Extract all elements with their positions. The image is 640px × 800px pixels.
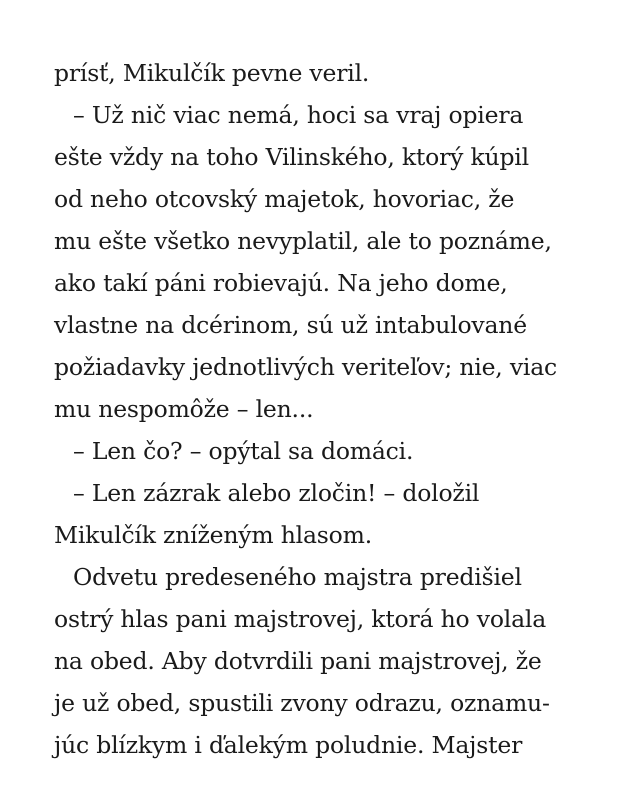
text-line: prísť, Mikulčík pevne veril. [54, 59, 370, 87]
text-line: Odvetu predeseného majstra predišiel [73, 563, 522, 591]
text-line: – Len čo? – opýtal sa domáci. [73, 437, 414, 465]
text-line: od neho otcovský majetok, hovoriac, že [54, 185, 515, 213]
text-line: ako takí páni robievajú. Na jeho dome, [54, 269, 508, 297]
text-line: – Už nič viac nemá, hoci sa vraj opiera [73, 101, 524, 129]
text-line: ešte vždy na toho Vilinského, ktorý kúpil [54, 143, 529, 171]
page-text [54, 52, 614, 766]
text-line: vlastne na dcérinom, sú už intabulované [54, 311, 527, 339]
text-line: mu nespomôže – len... [54, 395, 314, 423]
text-line: na obed. Aby dotvrdili pani majstrovej, že [54, 647, 542, 675]
text-line: požiadavky jednotlivých veriteľov; nie, viac [54, 353, 558, 381]
text-line: mu ešte všetko nevyplatil, ale to poznáme, [54, 227, 552, 255]
text-line: je už obed, spustili zvony odrazu, oznamu- [54, 689, 550, 717]
text-line: – Len zázrak alebo zločin! – doložil [73, 479, 480, 507]
text-line: júc blízkym i ďalekým poludnie. Majster [54, 731, 523, 759]
text-line: Mikulčík zníženým hlasom. [54, 521, 372, 549]
text-line: ostrý hlas pani majstrovej, ktorá ho volala [54, 605, 547, 633]
